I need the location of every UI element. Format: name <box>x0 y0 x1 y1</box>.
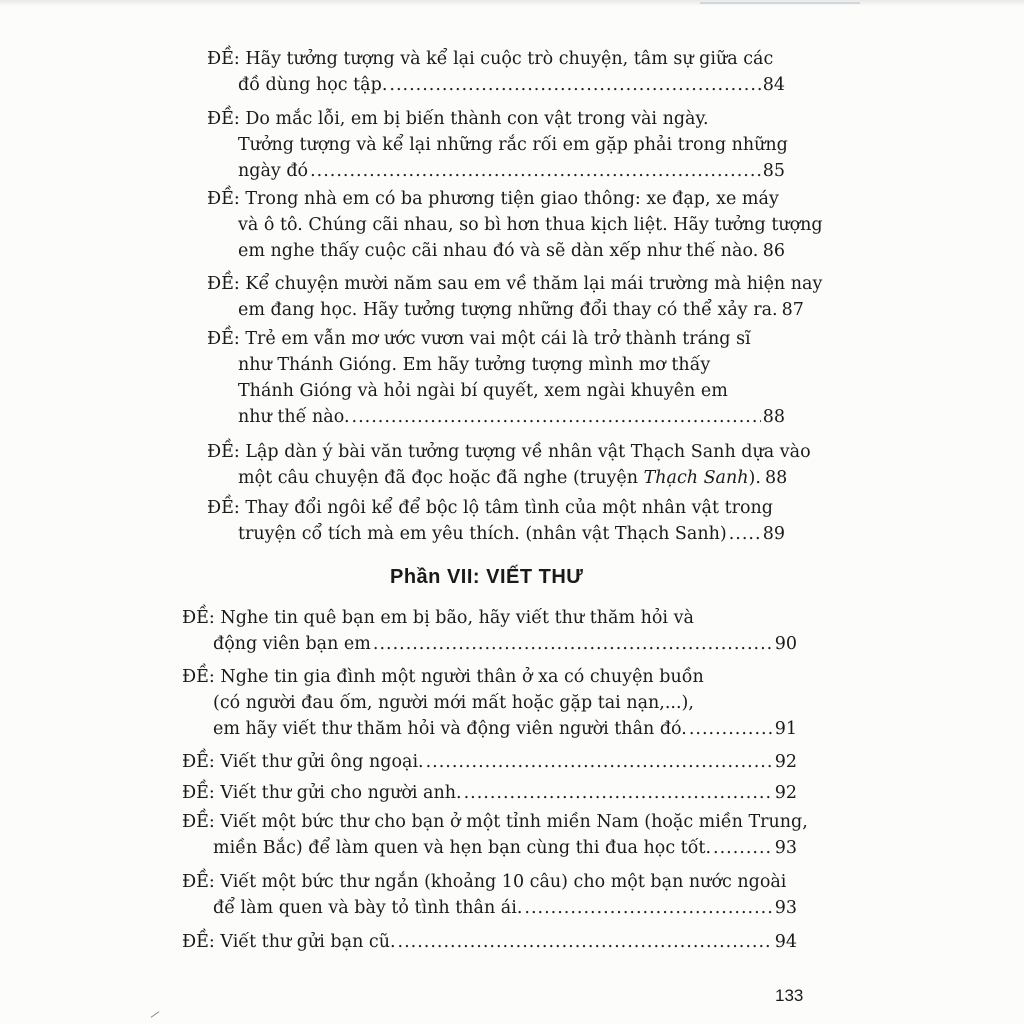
toc-entry <box>207 495 785 547</box>
toc-leader-dots <box>464 780 773 806</box>
toc-entry-last-line <box>207 297 804 323</box>
toc-entry-text: em hãy viết thư thăm hỏi và động viên người thân đó. <box>213 719 687 739</box>
toc-entry-last-line <box>207 465 788 491</box>
toc-entry <box>182 780 797 806</box>
toc-entry-line <box>207 186 785 212</box>
toc-entry-last-line <box>182 895 797 921</box>
toc-entry <box>207 186 823 264</box>
toc-entry-text: (có người đau ốm, người mới mất hoặc gặp tai nạn,...), <box>213 693 694 713</box>
toc-entry-title <box>182 780 462 806</box>
toc-entry-text: Trẻ em vẫn mơ ước vươn vai một cái là trở thành tráng sĩ <box>245 329 751 349</box>
toc-entry <box>207 106 788 184</box>
toc-entry-title <box>238 72 387 98</box>
toc-entry-line <box>207 271 823 297</box>
toc-entry-prefix: ĐỀ: <box>207 274 240 294</box>
toc-leader-dots <box>426 749 773 775</box>
toc-leader-dots <box>352 404 761 430</box>
toc-entry-text: Viết thư gửi cho người anh. <box>220 783 462 803</box>
toc-entry-prefix: ĐỀ: <box>182 667 215 687</box>
toc-page-number: 93 <box>774 898 797 918</box>
toc-entry-text: Lập dàn ý bài văn tưởng tượng về nhân vật Thạch Sanh dựa vào <box>245 442 811 462</box>
toc-leader-dots <box>373 631 773 657</box>
toc-entry-text: Hãy tưởng tượng và kể lại cuộc trò chuyện, tâm sự giữa các <box>245 49 774 69</box>
toc-entry <box>182 749 797 775</box>
toc-entry-prefix: ĐỀ: <box>182 932 215 952</box>
toc-leader-dots <box>713 835 773 861</box>
toc-entry-last-line <box>182 749 797 775</box>
toc-entry-line <box>207 326 785 352</box>
toc-entry <box>207 439 811 491</box>
toc-leader-dots <box>389 72 760 98</box>
toc-entry-last-line <box>182 631 797 657</box>
toc-entry-text: em đang học. Hãy tưởng tượng những đổi thay có thể xảy ra. <box>238 300 778 320</box>
toc-page-number: 84 <box>762 75 785 95</box>
toc-entry-prefix: ĐỀ: <box>182 608 215 628</box>
toc-entry <box>182 929 797 955</box>
toc-entry-title <box>238 465 761 491</box>
toc-entry <box>182 869 797 921</box>
toc-entry-last-line <box>207 72 785 98</box>
toc-entry-text: Tưởng tượng và kể lại những rắc rối em gặp phải trong những <box>238 135 788 155</box>
toc-entry-line <box>182 869 797 895</box>
toc-entry-prefix: ĐỀ: <box>207 498 240 518</box>
toc-entry-last-line <box>207 158 785 184</box>
toc-entry-text: như thế nào. <box>238 407 350 427</box>
toc-entry-prefix: ĐỀ: <box>207 49 240 69</box>
toc-page-number: 86 <box>762 241 785 261</box>
toc-entry-last-line <box>182 716 797 742</box>
toc-page-number: 91 <box>774 719 797 739</box>
toc-leader-dots <box>310 158 761 184</box>
toc-page-number: 88 <box>762 407 785 427</box>
toc-entry-text: Do mắc lỗi, em bị biến thành con vật trong vài ngày. <box>245 109 709 129</box>
toc-entry-line <box>207 352 785 378</box>
toc-entry-title <box>238 238 758 264</box>
toc-entry-last-line <box>182 835 797 861</box>
toc-page-number: 92 <box>774 752 797 772</box>
toc-entry-text: truyện cổ tích mà em yêu thích. (nhân vật Thạch Sanh) <box>238 524 727 544</box>
page-number: 133 <box>775 986 804 1005</box>
toc-entry-text: và ô tô. Chúng cãi nhau, so bì hơn thua kịch liệt. Hãy tưởng tượng <box>238 215 823 235</box>
toc-entry-text: Thánh Gióng và hỏi ngài bí quyết, xem ngài khuyên em <box>238 381 728 401</box>
toc-entry-last-line <box>182 929 797 955</box>
toc-entry-last-line <box>207 238 785 264</box>
toc-entry-line <box>207 495 785 521</box>
toc-entry <box>207 271 823 323</box>
toc-entry <box>182 664 797 742</box>
toc-entry-text: ngày đó <box>238 161 309 181</box>
toc-entry-title <box>182 929 396 955</box>
toc-entry-text: ). <box>748 468 761 488</box>
toc-leader-dots <box>689 716 773 742</box>
toc-entry-prefix: ĐỀ: <box>182 812 215 832</box>
toc-entry-prefix: ĐỀ: <box>207 329 240 349</box>
toc-entry-line <box>182 605 797 631</box>
corner-mark <box>151 1011 160 1018</box>
toc-entry <box>207 46 785 98</box>
toc-entry-title <box>238 158 308 184</box>
toc-entry-line <box>207 132 788 158</box>
toc-leader-dots <box>398 929 773 955</box>
toc-entry-line <box>207 212 823 238</box>
toc-entry-italic-title: Thạch Sanh <box>643 468 749 488</box>
toc-entry-prefix: ĐỀ: <box>182 872 215 892</box>
toc-entry-title <box>213 895 522 921</box>
toc-entry-line <box>182 690 797 716</box>
toc-entry-prefix: ĐỀ: <box>182 752 215 772</box>
toc-page-number: 92 <box>774 783 797 803</box>
toc-entry-text: Trong nhà em có ba phương tiện giao thông: xe đạp, xe máy <box>245 189 779 209</box>
toc-entry-title <box>213 835 711 861</box>
toc-entry-last-line <box>207 521 785 547</box>
toc-entry-text: để làm quen và bày tỏ tình thân ái. <box>213 898 523 918</box>
toc-entry-prefix: ĐỀ: <box>207 442 240 462</box>
toc-entry-text: miền Bắc) để làm quen và hẹn bạn cùng thi đua học tốt. <box>213 838 712 858</box>
toc-entry-prefix: ĐỀ: <box>182 783 215 803</box>
toc-entry-text: Thay đổi ngôi kể để bộc lộ tâm tình của một nhân vật trong <box>245 498 773 518</box>
toc-entry-text: đồ dùng học tập. <box>238 75 388 95</box>
toc-entry-text: Viết một bức thư cho bạn ở một tỉnh miền Nam (hoặc miền Trung, <box>220 812 808 832</box>
toc-entry-title <box>238 521 727 547</box>
toc-entry-last-line <box>182 780 797 806</box>
toc-entry-title <box>238 297 778 323</box>
toc-entry-title <box>213 631 371 657</box>
toc-page-number: 87 <box>781 300 804 320</box>
toc-page-number: 94 <box>774 932 797 952</box>
part-7-heading: Phần VII: VIẾT THƯ <box>390 566 584 588</box>
toc-entry-text: Kể chuyện mười năm sau em về thăm lại mái trường mà hiện nay <box>245 274 823 294</box>
toc-entry-line <box>207 106 785 132</box>
toc-entry-prefix: ĐỀ: <box>207 189 240 209</box>
toc-entry-last-line <box>207 404 785 430</box>
toc-leader-dots <box>524 895 772 921</box>
toc-entry-text: như Thánh Gióng. Em hãy tưởng tượng mình mơ thấy <box>238 355 711 375</box>
toc-page-number: 90 <box>774 634 797 654</box>
toc-page-number: 93 <box>774 838 797 858</box>
toc-entry <box>182 809 808 861</box>
toc-entry <box>182 605 797 657</box>
toc-entry-text: Viết một bức thư ngắn (khoảng 10 câu) cho một bạn nước ngoài <box>220 872 787 892</box>
toc-entry-line <box>207 439 811 465</box>
toc-entry-line <box>207 378 785 404</box>
toc-entry-title <box>182 749 424 775</box>
toc-entry-line <box>207 46 785 72</box>
toc-leader-dots <box>729 521 761 547</box>
toc-entry-prefix: ĐỀ: <box>207 109 240 129</box>
toc-entry-title <box>213 716 687 742</box>
toc-entry-line <box>182 809 808 835</box>
toc-entry-line <box>182 664 797 690</box>
page-top-scrap <box>700 2 860 4</box>
toc-entry-text: Nghe tin quê bạn em bị bão, hãy viết thư thăm hỏi và <box>220 608 694 628</box>
toc-entry-text: Viết thư gửi ông ngoại. <box>220 752 424 772</box>
toc-entry-text: động viên bạn em <box>213 634 371 654</box>
toc-page-number: 88 <box>764 468 788 488</box>
toc-entry-text: một câu chuyện đã đọc hoặc đã nghe (truyện <box>238 468 644 488</box>
toc-entry-text: em nghe thấy cuộc cãi nhau đó và sẽ dàn xếp như thế nào. <box>238 241 759 261</box>
toc-page-number: 89 <box>762 524 785 544</box>
toc-entry-text: Nghe tin gia đình một người thân ở xa có chuyện buồn <box>220 667 704 687</box>
page-top-edge <box>0 0 1024 6</box>
toc-entry-title <box>238 404 350 430</box>
toc-entry-text: Viết thư gửi bạn cũ. <box>220 932 396 952</box>
toc-entry <box>207 326 785 430</box>
toc-page-number: 85 <box>762 161 785 181</box>
